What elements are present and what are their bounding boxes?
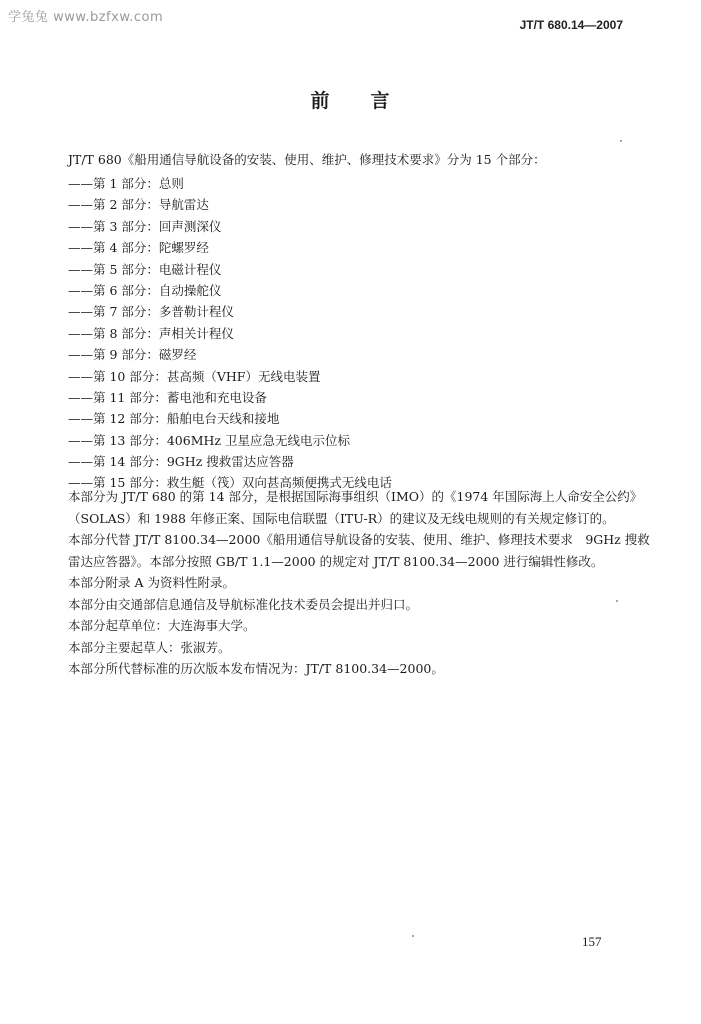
list-item: ——第 6 部分：自动操舵仪	[68, 282, 222, 298]
list-item: ——第 4 部分：陀螺罗经	[68, 240, 209, 256]
list-item: ——第 10 部分：甚高频（VHF）无线电装置	[68, 368, 321, 384]
list-item: ——第 1 部分：总则	[68, 176, 184, 191]
list-item: ——第 9 部分：磁罗经	[68, 347, 197, 363]
list-item: ——第 2 部分：导航雷达	[68, 197, 209, 213]
list-item: ——第 3 部分：回声测深仪	[68, 218, 222, 234]
intro-line: JT/T 680《船用通信导航设备的安装、使用、维护、修理技术要求》分为 15 个部分：	[68, 152, 546, 167]
list-item: ——第 5 部分：电磁计程仪	[68, 261, 222, 277]
paragraph-line: 雷达应答器》。本部分按照 GB/T 1.1—2000 的规定对 JT/T 8100.34—2000 进行编辑性修改。	[68, 553, 604, 569]
paragraph-line: 本部分主要起草人：张淑芳。	[68, 639, 231, 655]
list-item: ——第 8 部分：声相关计程仪	[68, 325, 234, 341]
list-item: ——第 13 部分：406MHz 卫星应急无线电示位标	[68, 432, 350, 448]
paragraph-line: 本部分代替 JT/T 8100.34—2000《船用通信导航设备的安装、使用、维护、修理技术要求 9GHz 搜救	[68, 532, 650, 547]
list-item: ——第 7 部分：多普勒计程仪	[68, 304, 234, 320]
list-item: ——第 14 部分：9GHz 搜救雷达应答器	[68, 454, 294, 470]
scan-speck	[616, 600, 618, 602]
standard-code-header: JT/T 680.14—2007	[519, 18, 623, 32]
paragraph-line: 本部分起草单位：大连海事大学。	[68, 618, 256, 633]
site-watermark: 学兔兔 www.bzfxw.com	[8, 10, 164, 25]
list-item: ——第 12 部分：船舶电台天线和接地	[68, 411, 280, 427]
page-title: 前 言	[310, 90, 391, 112]
paragraph-line: 本部分所代替标准的历次版本发布情况为：JT/T 8100.34—2000。	[68, 661, 444, 676]
paragraph-line: 本部分为 JT/T 680 的第 14 部分，是根据国际海事组织（IMO）的《1974 年国际海上人命安全公约》	[68, 489, 643, 504]
paragraph-line: （SOLAS）和 1988 年修正案、国际电信联盟（ITU-R）的建议及无线电规则的有关规定修订的。	[68, 510, 615, 526]
paragraph-line: 本部分由交通部信息通信及导航标准化技术委员会提出并归口。	[68, 596, 419, 612]
list-item: ——第 15 部分：救生艇（筏）双向甚高频便携式无线电话	[68, 475, 392, 491]
scan-speck	[620, 140, 622, 142]
body-paragraphs	[68, 486, 650, 680]
page-number: 157	[582, 934, 602, 949]
parts-list	[68, 173, 392, 494]
paragraph-line: 本部分附录 A 为资料性附录。	[68, 575, 235, 590]
list-item: ——第 11 部分：蓄电池和充电设备	[68, 389, 267, 405]
scan-speck	[412, 935, 414, 937]
